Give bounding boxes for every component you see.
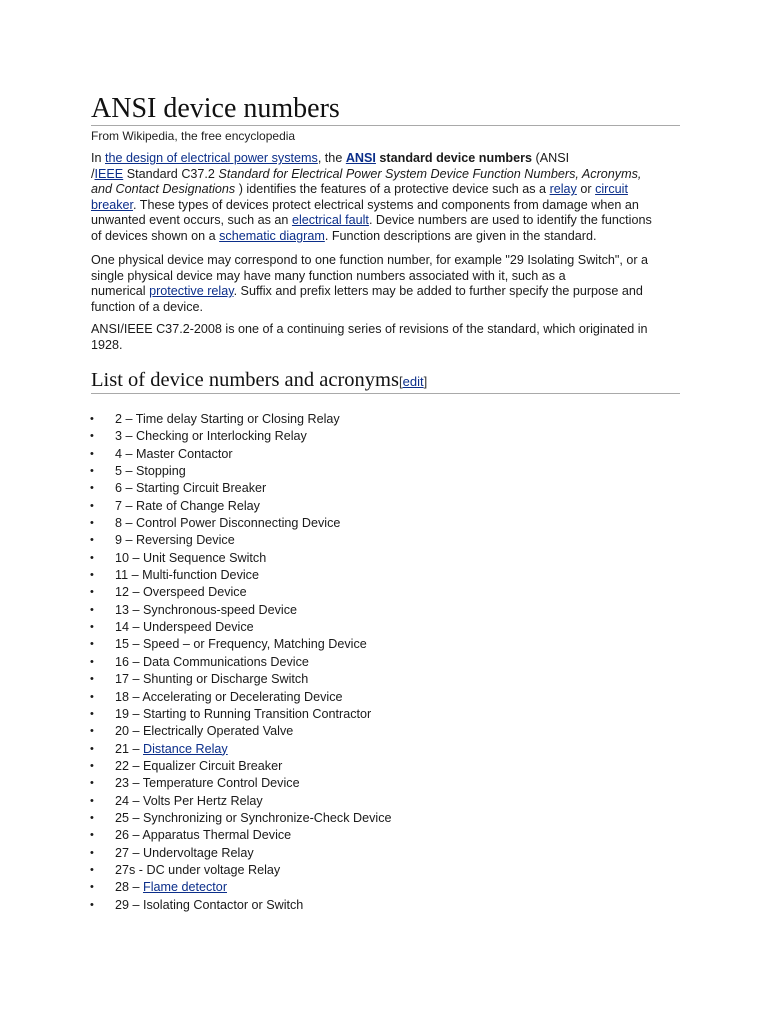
- list-item-content: [115, 845, 254, 862]
- link-relay[interactable]: relay: [549, 182, 577, 197]
- text: . Suffix and prefix letters may be added to further specify the purpose and: [233, 284, 643, 299]
- list-item-content: [115, 775, 300, 792]
- list-item-content: [115, 428, 307, 445]
- link-design-of-electrical-power-systems[interactable]: the design of electrical power systems: [105, 151, 318, 165]
- list-item-text: 29 – Isolating Contactor or Switch: [115, 897, 304, 912]
- list-item-text: 25 – Synchronizing or Synchronize-Check Device: [115, 810, 392, 825]
- text: /: [91, 166, 95, 181]
- section-heading-text: List of device numbers and acronyms: [91, 369, 399, 391]
- text: . Function descriptions are given in the standard.: [324, 228, 597, 243]
- para3-line-2: 1928.: [91, 337, 123, 352]
- list-item-content: [115, 862, 280, 879]
- list-item-content: [115, 897, 303, 914]
- list-item-content: [115, 550, 266, 567]
- list-item-text: 6 – Starting Circuit Breaker: [115, 481, 267, 496]
- list-item-text: 7 – Rate of Change Relay: [115, 498, 260, 513]
- intro-line-5: [91, 213, 683, 229]
- bullet-icon: •: [90, 465, 94, 478]
- bullet-icon: •: [90, 725, 94, 738]
- bold-term: standard device numbers: [375, 151, 532, 165]
- text: of devices shown on a: [91, 228, 220, 243]
- bullet-icon: •: [90, 621, 94, 634]
- list-item-content: [115, 706, 371, 723]
- bullet-icon: •: [90, 655, 94, 668]
- link-circuit-breaker[interactable]: circuit: [595, 182, 628, 197]
- bullet-icon: •: [90, 829, 94, 842]
- list-item-text: 20 – Electrically Operated Valve: [115, 724, 294, 739]
- text: (ANSI: [532, 151, 570, 165]
- bullet-icon: •: [90, 881, 94, 894]
- section-divider: [91, 393, 680, 394]
- bullet-icon: •: [90, 898, 94, 911]
- edit-link[interactable]: edit: [402, 374, 424, 389]
- list-item-link[interactable]: Distance Relay: [143, 741, 228, 756]
- bullet-icon: •: [90, 777, 94, 790]
- list-item-content: [115, 515, 340, 532]
- list-item-content: [115, 810, 392, 827]
- text: unwanted event occurs, such as an: [91, 213, 292, 228]
- list-item-content: [115, 463, 186, 480]
- title-divider: [91, 125, 680, 126]
- bullet-icon: •: [90, 811, 94, 824]
- bullet-icon: •: [90, 517, 94, 530]
- edit-section: [399, 374, 427, 389]
- list-item-text: 18 – Accelerating or Decelerating Device: [115, 689, 343, 704]
- bullet-icon: •: [90, 482, 94, 495]
- edit-bracket-open: [: [398, 374, 403, 389]
- text: numerical: [91, 284, 150, 299]
- bullet-icon: •: [90, 638, 94, 651]
- list-item-text: 24 – Volts Per Hertz Relay: [115, 793, 263, 808]
- standard-title: Standard for Electrical Power System Device Function Numbers, Acronyms,: [218, 166, 642, 181]
- link-schematic-diagram[interactable]: schematic diagram: [219, 228, 325, 243]
- list-item-text: 21 –: [115, 741, 144, 756]
- list-item-text: 17 – Shunting or Discharge Switch: [115, 672, 309, 687]
- link-circuit-breaker-cont[interactable]: breaker: [91, 197, 134, 212]
- bullet-icon: •: [90, 794, 94, 807]
- text: In: [91, 151, 106, 165]
- list-item-content: [115, 689, 343, 706]
- list-item-text: 13 – Synchronous-speed Device: [115, 602, 298, 617]
- list-item-content: [115, 567, 259, 584]
- para3-line-1: ANSI/IEEE C37.2-2008 is one of a continuing series of revisions of the standard, which originated in: [91, 322, 648, 336]
- bullet-icon: •: [90, 707, 94, 720]
- bullet-icon: •: [90, 586, 94, 599]
- bullet-icon: •: [90, 569, 94, 582]
- list-item-content: [115, 793, 263, 810]
- bullet-icon: •: [90, 413, 94, 425]
- list-item-text: 23 – Temperature Control Device: [115, 776, 300, 791]
- text: . Device numbers are used to identify the functions: [368, 213, 652, 228]
- list-item-text: 16 – Data Communications Device: [115, 654, 309, 669]
- third-paragraph: [91, 322, 683, 353]
- text: or: [576, 182, 596, 197]
- bullet-icon: •: [90, 447, 94, 460]
- list-item-content: [115, 723, 293, 740]
- tagline: From Wikipedia, the free encyclopedia: [91, 129, 296, 143]
- list-item-text: 14 – Underspeed Device: [115, 620, 254, 635]
- list-item-content: [115, 758, 282, 775]
- text: ) identifies the features of a protective device such as a: [235, 182, 550, 197]
- intro-line-3: [91, 182, 683, 198]
- link-ansi[interactable]: ANSI: [345, 151, 376, 165]
- list-item-text: 11 – Multi-function Device: [115, 568, 259, 583]
- text: Standard C37.2: [123, 166, 219, 181]
- list-item-text: 10 – Unit Sequence Switch: [115, 550, 267, 565]
- list-item-content: [115, 498, 260, 515]
- list-item-text: 9 – Reversing Device: [115, 533, 235, 548]
- list-item-text: 12 – Overspeed Device: [115, 585, 247, 600]
- link-protective-relay[interactable]: protective relay: [149, 284, 234, 299]
- list-item-content: [115, 671, 308, 688]
- intro-line-6: [91, 229, 683, 245]
- link-ieee[interactable]: IEEE: [94, 166, 124, 181]
- list-item-text: 22 – Equalizer Circuit Breaker: [115, 758, 283, 773]
- bullet-icon: •: [90, 603, 94, 616]
- list-item-content: [115, 480, 266, 497]
- bullet-icon: •: [90, 673, 94, 686]
- intro-line-1: [91, 151, 683, 167]
- list-item-text: 15 – Speed – or Frequency, Matching Device: [115, 637, 367, 652]
- list-item-content: [115, 619, 254, 636]
- list-item-content: [115, 532, 235, 549]
- bullet-icon: •: [90, 499, 94, 512]
- list-item-content: [115, 411, 340, 428]
- second-paragraph: [91, 253, 683, 315]
- list-item-text: 2 – Time delay Starting or Closing Relay: [115, 412, 340, 426]
- list-item-text: 4 – Master Contactor: [115, 446, 233, 461]
- list-item-text: 8 – Control Power Disconnecting Device: [115, 516, 341, 531]
- para2-line-2: single physical device may have many function numbers associated with it, such as a: [91, 268, 566, 283]
- list-item-content: [115, 446, 233, 463]
- list-item-content: [115, 827, 291, 844]
- bullet-icon: •: [90, 551, 94, 564]
- list-item-text: 28 –: [115, 880, 144, 895]
- bullet-icon: •: [90, 690, 94, 703]
- standard-title-cont: and Contact Designations: [91, 182, 236, 197]
- bullet-icon: •: [90, 742, 94, 755]
- list-item-content: [115, 584, 247, 601]
- list-item-text: 19 – Starting to Running Transition Contractor: [115, 706, 372, 721]
- bullet-icon: •: [90, 846, 94, 859]
- para2-line-4: function of a device.: [91, 299, 204, 314]
- edit-bracket-close: ]: [423, 374, 428, 389]
- intro-paragraph: [91, 151, 683, 245]
- bullet-icon: •: [90, 863, 94, 876]
- list-item-text: 26 – Apparatus Thermal Device: [115, 828, 292, 843]
- list-item-content: [115, 654, 309, 671]
- link-electrical-fault[interactable]: electrical fault: [291, 213, 369, 228]
- para2-line-1: One physical device may correspond to one function number, for example "29 Isolating Switch", or a: [91, 253, 649, 267]
- list-item-text: 27s - DC under voltage Relay: [115, 862, 281, 877]
- list-item-text: 27 – Undervoltage Relay: [115, 845, 254, 860]
- list-item-text: 3 – Checking or Interlocking Relay: [115, 429, 307, 444]
- list-item-text: 5 – Stopping: [115, 464, 186, 479]
- list-item-link[interactable]: Flame detector: [143, 880, 228, 895]
- section-heading: [91, 368, 427, 394]
- list-item-content: [115, 879, 227, 896]
- text: . These types of devices protect electrical systems and components from damage when an: [133, 197, 639, 212]
- text: , the: [317, 151, 346, 165]
- bullet-icon: •: [90, 534, 94, 547]
- intro-line-4: [91, 198, 683, 214]
- list-item-content: [115, 636, 367, 653]
- list-item-content: [115, 741, 228, 758]
- bullet-icon: •: [90, 759, 94, 772]
- intro-line-2: [91, 167, 683, 183]
- para2-line-3: [91, 284, 683, 300]
- page-title: ANSI device numbers: [91, 93, 340, 124]
- list-item-content: [115, 602, 297, 619]
- bullet-icon: •: [90, 430, 94, 443]
